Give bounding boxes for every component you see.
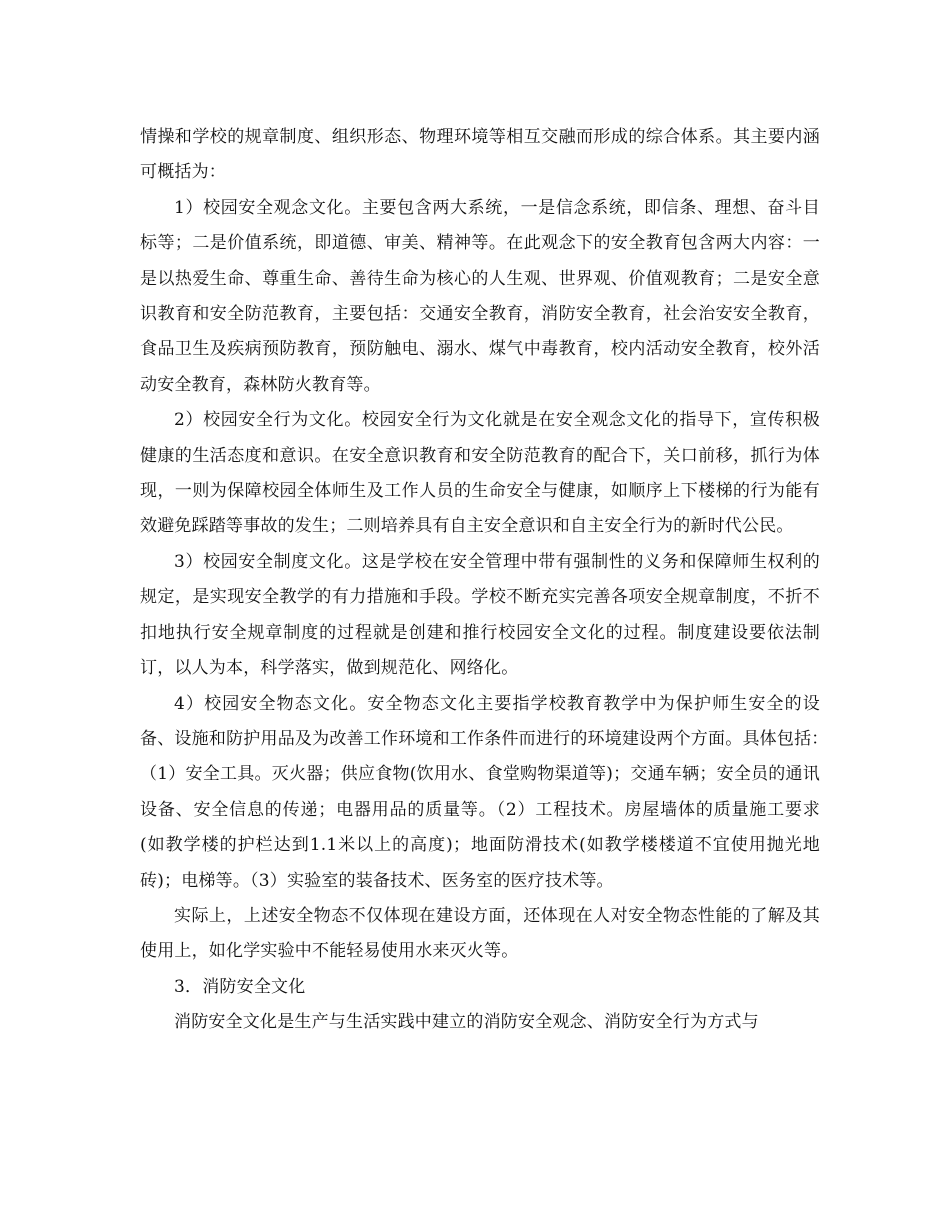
- section-heading-fire-safety-culture: 3．消防安全文化: [174, 976, 306, 997]
- paragraph-safety-system-culture: 3）校园安全制度文化。这是学校在安全管理中带有强制性的义务和保障师生权利的规定，是实现安全教学的有力措施和手段。学校不断充实完善各项安全规章制度，不折不扣地执行安全规章制度的过程就是创建和推行校园安全文化的过程。制度建设要依法制订，以人为本，科学落实，做到规范化、网络化。: [140, 551, 820, 679]
- paragraph-safety-behavior-culture: 2）校园安全行为文化。校园安全行为文化就是在安全观念文化的指导下，宣传积极健康的生活态度和意识。在安全意识教育和安全防范教育的配合下，关口前移，抓行为体现，一则为保障校园全体师生及工作人员的生命安全与健康，如顺序上下楼梯的行为能有效避免踩踏等事故的发生；二则培养具有自主安全意识和自主安全行为的新时代公民。: [140, 410, 820, 537]
- paragraph-safety-concept-culture: 1）校园安全观念文化。主要包含两大系统，一是信念系统，即信条、理想、奋斗目标等；二是价值系统，即道德、审美、精神等。在此观念下的安全教育包含两大内容：一是以热爱生命、尊重生命、善待生命为核心的人生观、世界观、价值观教育；二是安全意识教育和安全防范教育，主要包括：交通安全教育，消防安全教育，社会治安安全教育，食品卫生及疾病预防教育，预防触电、溺水、煤气中毒教育，校内活动安全教育，校外活动安全教育，森林防火教育等。: [140, 197, 820, 395]
- paragraph-intro: 情操和学校的规章制度、组织形态、物理环境等相互交融而形成的综合体系。其主要内涵可概括为：: [140, 127, 820, 183]
- paragraph-fire-safety-culture: 消防安全文化是生产与生活实践中建立的消防安全观念、消防安全行为方式与: [174, 1012, 759, 1033]
- document-page: [140, 120, 838, 1041]
- paragraph-safety-material-culture: 4）校园安全物态文化。安全物态文化主要指学校教育教学中为保护师生安全的设备、设施和防护用品及为改善工作环境和工作条件而进行的环境建设两个方面。具体包括： （1）安全工具。灭火器；供应食物(饮用水、食堂购物渠道等)；交通车辆；安全员的通讯设备、安全信息的传递；电器用品的质量等。（2）工程技术。房屋墙体的质量施工要求(如教学楼的护栏达到1.1米以上的高度)；地面防滑技术(如教学楼楼道不宜使用抛光地砖)；电梯等。（3）实验室的装备技术、医务室的医疗技术等。: [140, 693, 838, 891]
- paragraph-material-usage: 实际上，上述安全物态不仅体现在建设方面，还体现在人对安全物态性能的了解及其使用上，如化学实验中不能轻易使用水来灭火等。: [140, 905, 820, 962]
